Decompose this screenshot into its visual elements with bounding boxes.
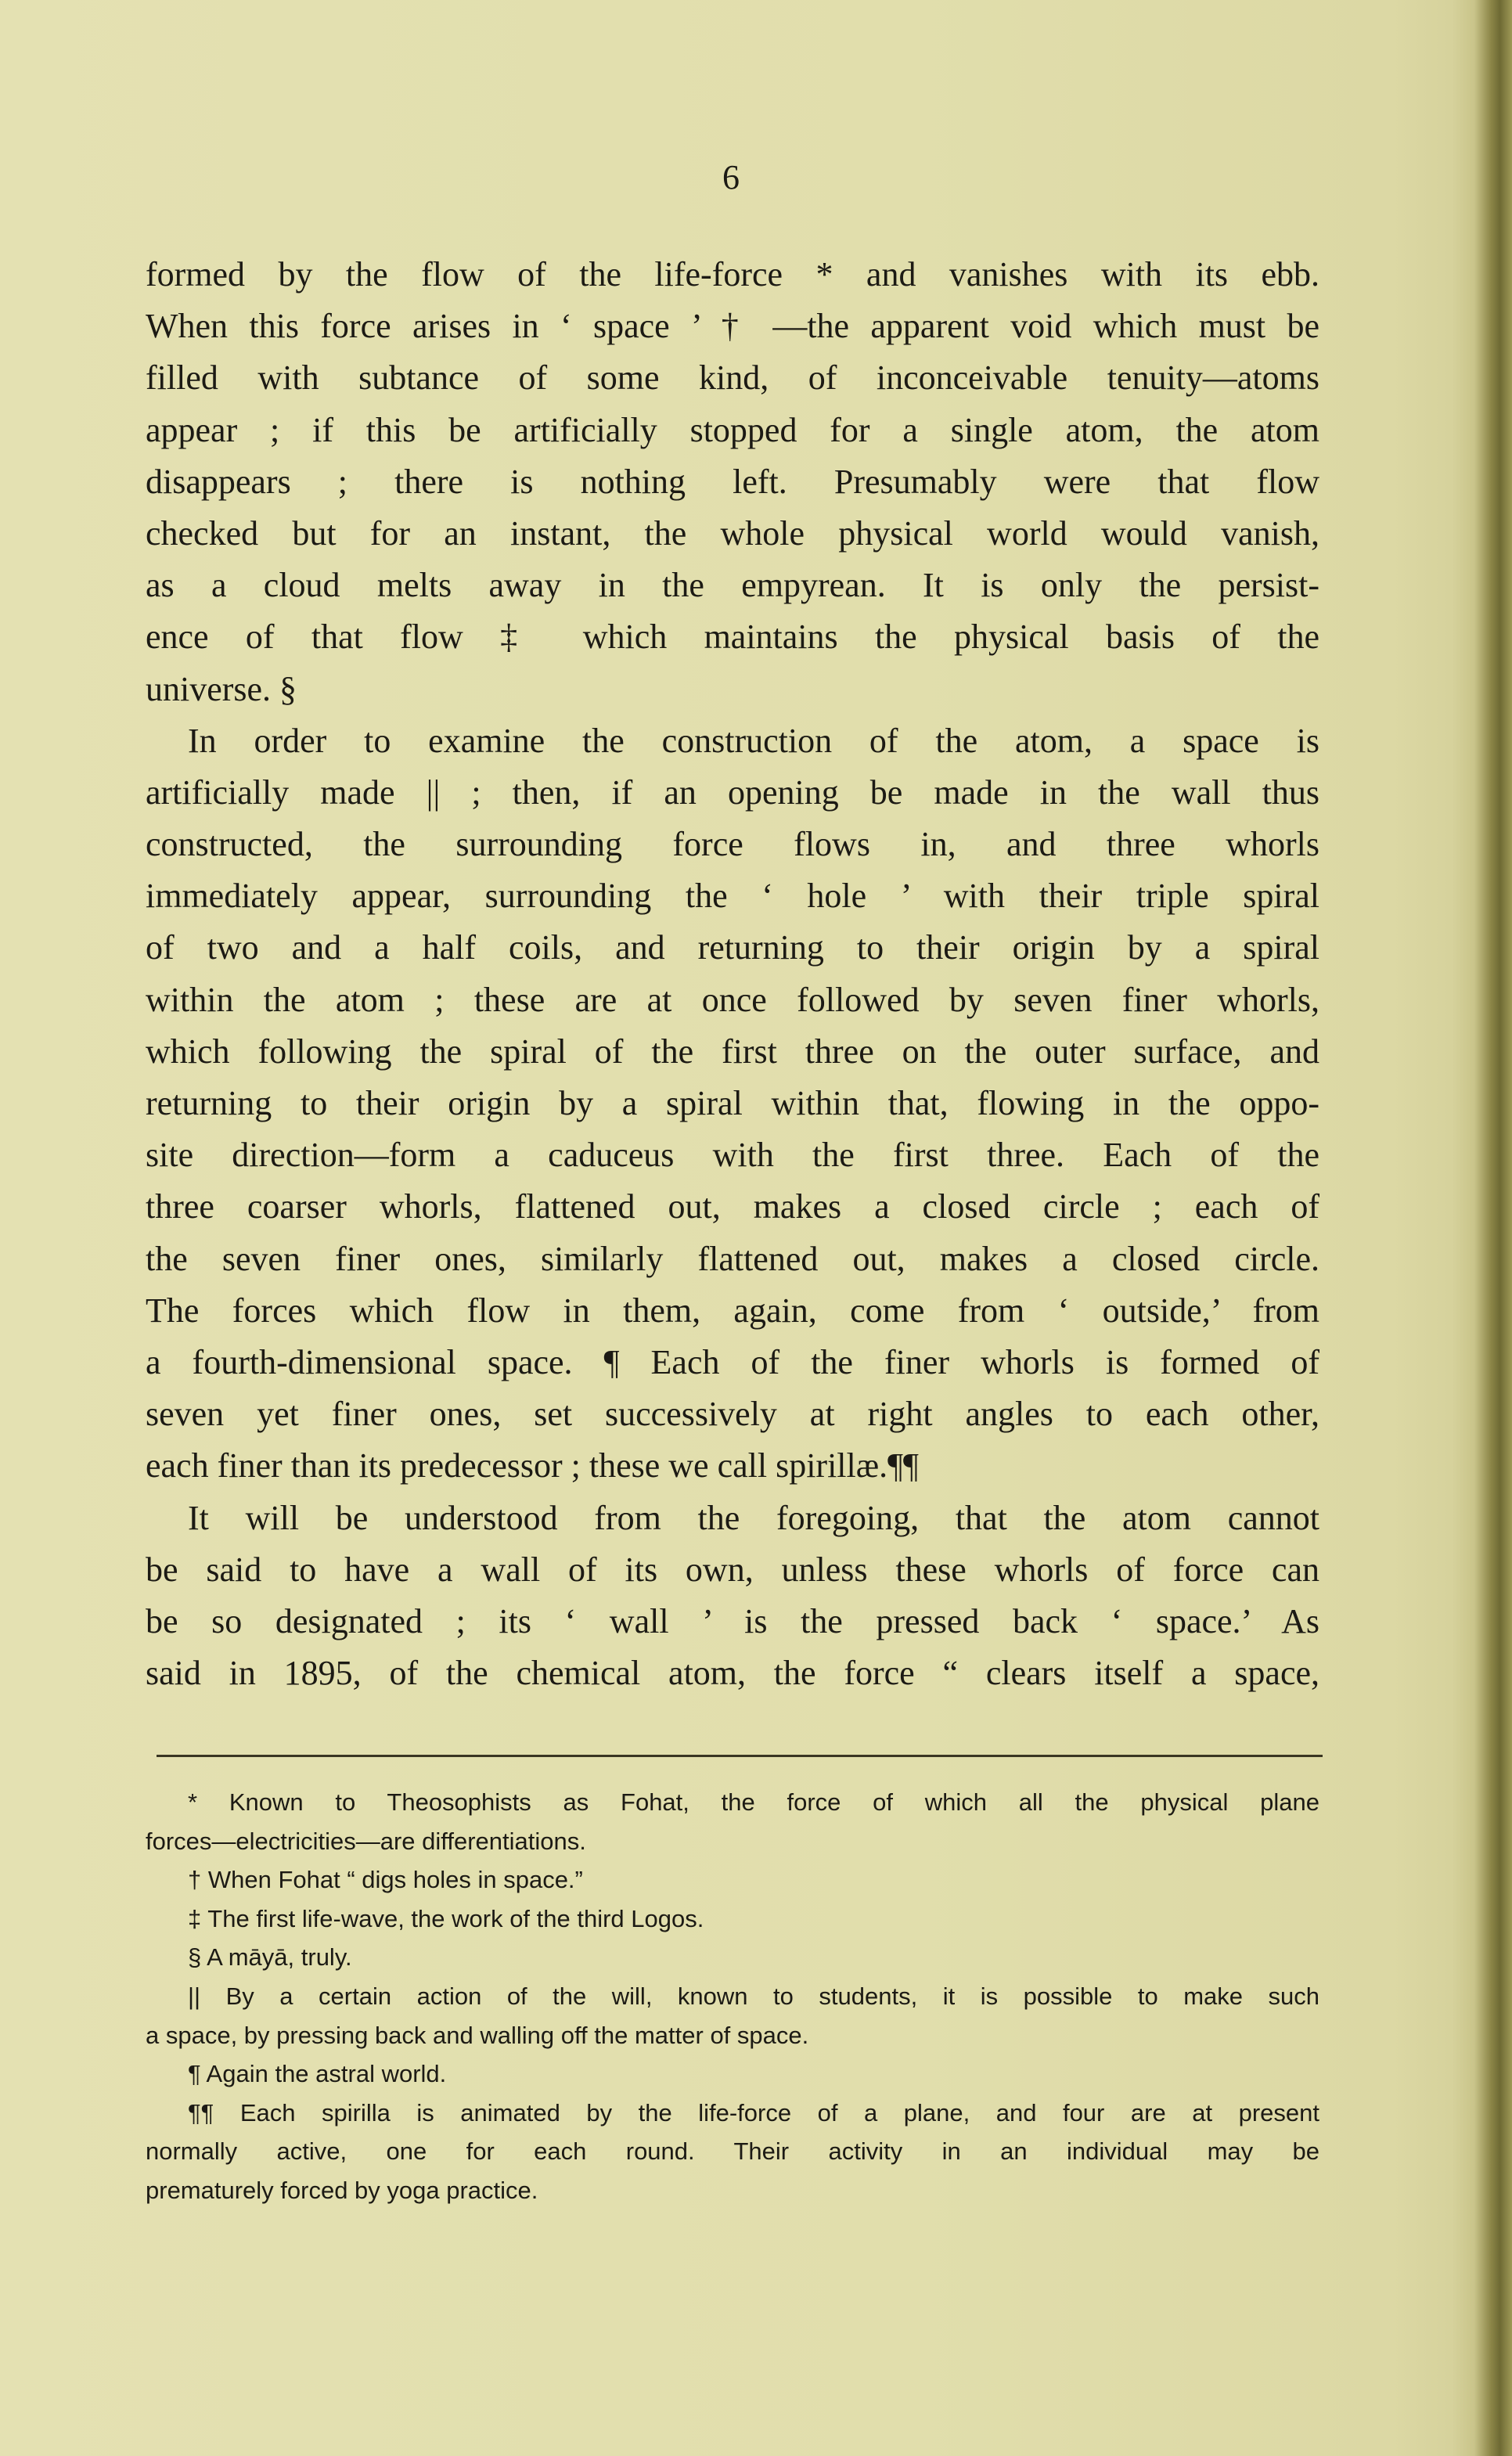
body-line: checked but for an instant, the whole physical world would vanish, <box>146 513 1319 553</box>
page-number: 6 <box>722 158 740 196</box>
footnote-line: prematurely forced by yoga practice. <box>146 2176 538 2204</box>
body-line: within the atom ; these are at once followed by seven finer whorls, <box>146 980 1319 1019</box>
footnote-line: || By a certain action of the will, known to students, it is possible to make such <box>188 1982 1319 2010</box>
body-line: constructed, the surrounding force flows in, and three whorls <box>146 825 1319 864</box>
body-line: of two and a half coils, and returning to their origin by a spiral <box>146 928 1319 967</box>
body-line: the seven finer ones, similarly flattened out, makes a closed circle. <box>146 1239 1319 1278</box>
body-line: When this force arises in ‘ space ’ † —the apparent void which must be <box>146 307 1319 346</box>
footnote-line: § A māyā, truly. <box>188 1943 352 1972</box>
body-line: a fourth-dimensional space. ¶ Each of the finer whorls is formed of <box>146 1342 1319 1381</box>
body-line: ence of that flow ‡ which maintains the physical basis of the <box>146 618 1319 657</box>
body-line: be so designated ; its ‘ wall ’ is the pressed back ‘ space.’ As <box>146 1601 1319 1640</box>
footnote-line: * Known to Theosophists as Fohat, the force of which all the physical plane <box>188 1788 1319 1816</box>
body-line: formed by the flow of the life-force * and vanishes with its ebb. <box>146 255 1319 293</box>
body-line: returning to their origin by a spiral within that, flowing in the oppo- <box>146 1084 1319 1122</box>
body-line: seven yet finer ones, set successively at right angles to each other, <box>146 1395 1319 1434</box>
body-line: be said to have a wall of its own, unless these whorls of force can <box>146 1550 1319 1589</box>
body-line: filled with subtance of some kind, of inconceivable tenuity—atoms <box>146 358 1319 398</box>
body-line: disappears ; there is nothing left. Presumably were that flow <box>146 462 1319 501</box>
body-line: three coarser whorls, flattened out, makes a closed circle ; each of <box>146 1187 1319 1226</box>
footnote-line: normally active, one for each round. Their activity in an individual may be <box>146 2137 1319 2166</box>
body-line: appear ; if this be artificially stopped for a single atom, the atom <box>146 410 1319 449</box>
footnote-divider <box>157 1755 1323 1757</box>
body-line: site direction—form a caduceus with the first three. Each of the <box>146 1136 1319 1175</box>
body-line: It will be understood from the foregoing, that the atom cannot <box>188 1498 1319 1537</box>
body-line: as a cloud melts away in the empyrean. It is only the persist- <box>146 566 1319 605</box>
body-line: which following the spiral of the first three on the outer surface, and <box>146 1032 1319 1071</box>
body-text <box>146 249 1319 1699</box>
footnote-line: † When Fohat “ digs holes in space.” <box>188 1866 583 1894</box>
footnote-line: a space, by pressing back and walling off the matter of space. <box>146 2021 809 2049</box>
body-line: said in 1895, of the chemical atom, the force “ clears itself a space, <box>146 1654 1319 1693</box>
footnote-line: ¶¶ Each spirilla is animated by the life-force of a plane, and four are at present <box>188 2098 1319 2126</box>
footnotes <box>146 1783 1319 2210</box>
footnote-line: ‡ The first life-wave, the work of the third Logos. <box>188 1904 704 1932</box>
footnote-line: ¶ Again the astral world. <box>188 2060 447 2088</box>
footnote-line: forces—electricities—are differentiations. <box>146 1827 586 1855</box>
body-line: The forces which flow in them, again, come from ‘ outside,’ from <box>146 1291 1319 1330</box>
body-line: immediately appear, surrounding the ‘ hole ’ with their triple spiral <box>146 877 1319 916</box>
body-line: In order to examine the construction of the atom, a space is <box>188 721 1319 760</box>
body-line: artificially made || ; then, if an opening be made in the wall thus <box>146 772 1319 812</box>
body-line: universe. § <box>146 669 297 708</box>
body-line: each finer than its predecessor ; these we call spirillæ.¶¶ <box>146 1446 919 1485</box>
